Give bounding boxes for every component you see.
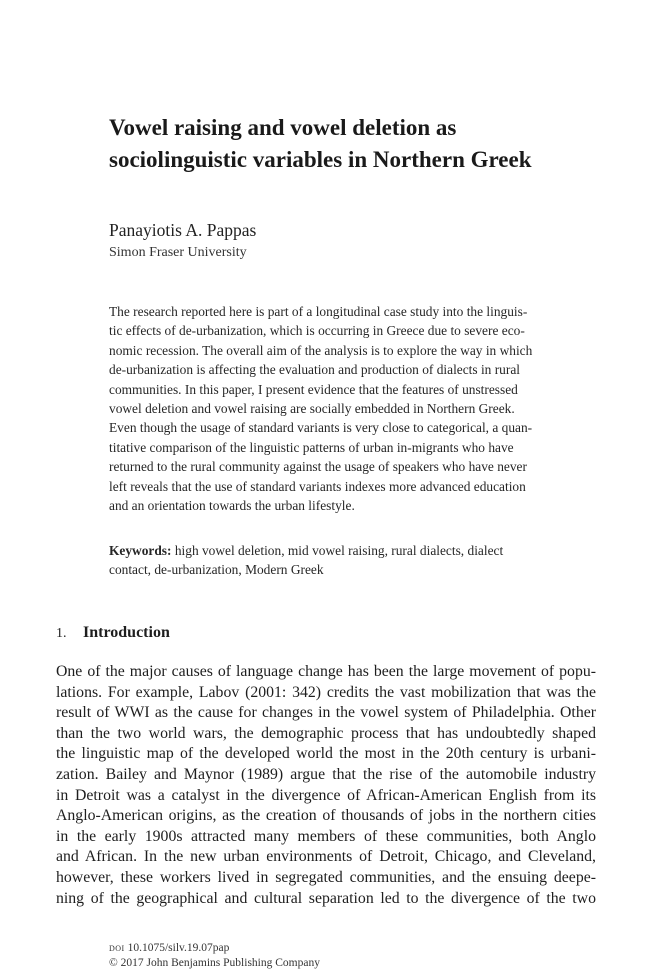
body-line: ning of the geographical and cultural separation led to the divergence of the two	[56, 889, 596, 907]
title-line: Vowel raising and vowel deletion as	[109, 115, 457, 140]
abstract	[109, 302, 594, 515]
abstract-line: nomic recession. The overall aim of the analysis is to explore the way in which	[109, 342, 533, 358]
abstract-line: Even though the usage of standard variants is very close to categorical, a quan-	[109, 420, 533, 436]
body-paragraph	[56, 662, 596, 909]
section-title: Introduction	[83, 624, 170, 641]
doi-label: doi	[109, 942, 125, 954]
abstract-line: The research reported here is part of a longitudinal case study into the linguis-	[109, 304, 528, 319]
body-line: in the early 1900s attracted many members of these communities, both Anglo	[56, 827, 596, 845]
abstract-line: de-urbanization is affecting the evaluation and production of dialects in rural	[109, 362, 520, 378]
body-line: result of WWI as the cause for changes in the vowel system of Philadelphia. Other	[56, 704, 596, 722]
abstract-line: vowel deletion and vowel raising are socially embedded in Northern Greek.	[109, 401, 515, 417]
body-line: the linguistic map of the developed world the most in the 20th century is urbani-	[56, 745, 596, 763]
keywords-text: high vowel deletion, mid vowel raising, rural dialects, dialect	[171, 543, 504, 558]
body-line: zation. Bailey and Maynor (1989) argue that the rise of the automobile industry	[56, 765, 596, 783]
keywords-line: contact, de-urbanization, Modern Greek	[109, 562, 324, 578]
title-line: sociolinguistic variables in Northern Greek	[109, 147, 532, 172]
abstract-line: communities. In this paper, I present evidence that the features of unstressed	[109, 381, 518, 397]
body-line: in Detroit was a catalyst in the divergence of African-American English from its	[56, 786, 596, 804]
doi-line	[109, 941, 320, 956]
keywords-line	[109, 541, 594, 560]
body-line: however, these workers lived in segregated communities, and the ensuing deepe-	[56, 868, 596, 886]
body-line: Anglo-American origins, as the creation of thousands of jobs in the northern cities	[56, 807, 596, 825]
abstract-line: titative comparison of the linguistic patterns of urban in-migrants who have	[109, 439, 514, 455]
abstract-line: and an orientation towards the urban lifestyle.	[109, 498, 355, 514]
article-title	[109, 112, 609, 176]
keywords-label: Keywords:	[109, 543, 172, 558]
author-affiliation: Simon Fraser University	[109, 245, 247, 260]
body-line: One of the major causes of language change has been the large movement of popu-	[56, 663, 596, 680]
body-line: and African. In the new urban environments of Detroit, Chicago, and Cleveland,	[56, 848, 596, 866]
section-number: 1.	[56, 626, 67, 641]
author-name: Panayiotis A. Pappas	[109, 220, 257, 240]
doi-value[interactable]: 10.1075/silv.19.07pap	[124, 942, 230, 954]
copyright-line: © 2017 John Benjamins Publishing Company	[109, 957, 320, 969]
abstract-line: returned to the rural community against the usage of speakers who have never	[109, 459, 527, 475]
body-line: than the two world wars, the demographic process that has undoubtedly shaped	[56, 724, 596, 742]
page-footer	[109, 941, 320, 971]
keywords	[109, 541, 594, 580]
abstract-line: tic effects of de-urbanization, which is occurring in Greece due to severe eco-	[109, 323, 525, 339]
abstract-line: left reveals that the use of standard variants indexes more advanced education	[109, 478, 526, 494]
section-heading	[56, 622, 170, 645]
body-line: lations. For example, Labov (2001: 342) credits the vast mobilization that was the	[56, 683, 596, 701]
